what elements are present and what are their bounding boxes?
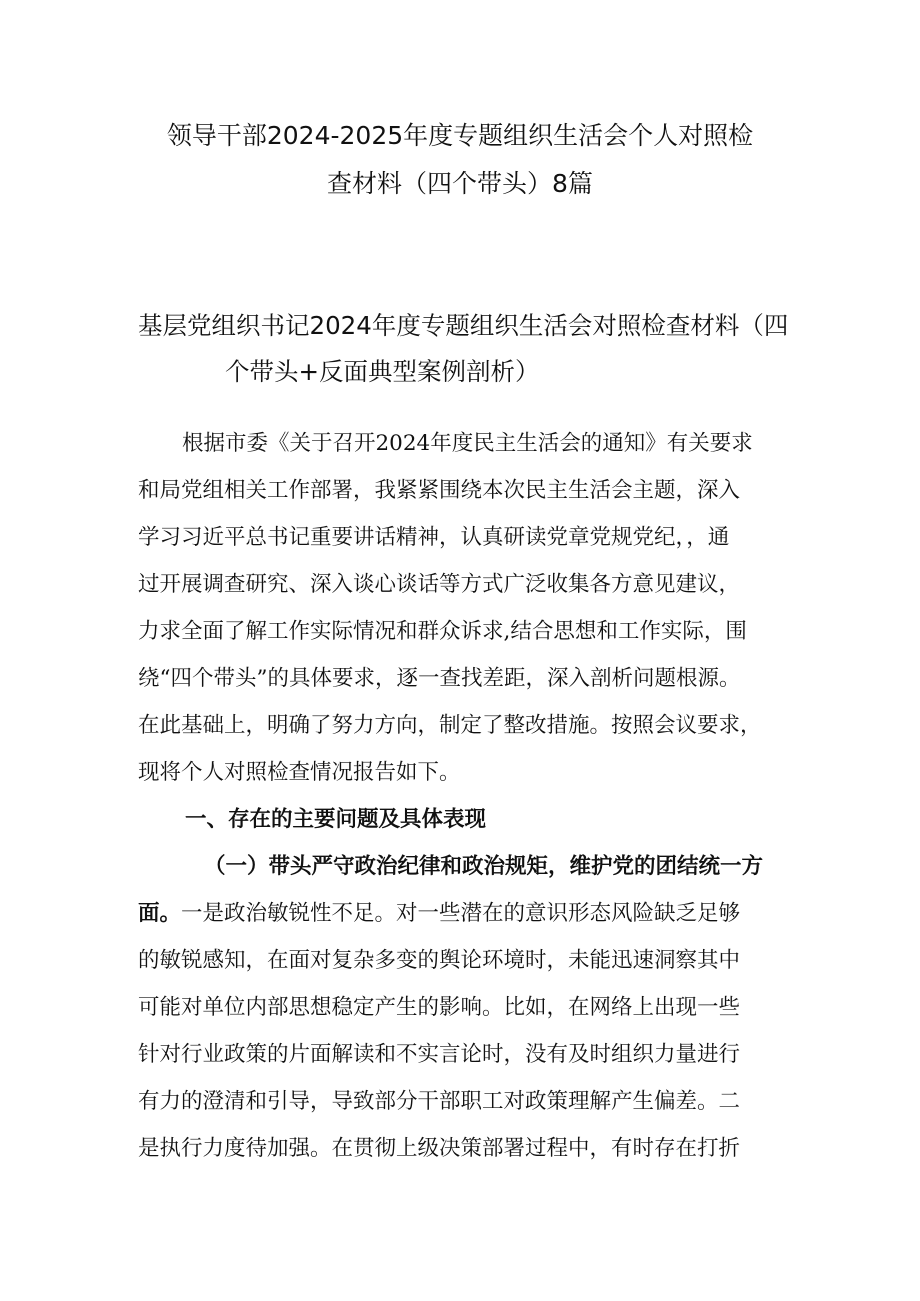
subsection-heading: （一）带头严守政治纪律和政治规矩，维护党的团结统一方 (204, 854, 764, 879)
subsection-heading-end: 面。 (138, 901, 182, 926)
intro-line: 过开展调查研究、深入谈心谈话等方式广泛收集各方意见建议， (138, 572, 741, 597)
article-title-line-2: 个带头+反面典型案例剖析） (225, 357, 540, 386)
subsection-line: 有力的澄清和引导，导致部分干部职工对政策理解产生偏差。二 (138, 1089, 741, 1114)
intro-line: 学习习近平总书记重要讲话精神，认真研读党章党规党纪，，通 (138, 525, 730, 550)
document-title-line-2: 查材料（四个带头）8篇 (327, 169, 593, 198)
article-title (138, 303, 798, 395)
document-title (0, 112, 920, 208)
subsection-line: 可能对单位内部思想稳定产生的影响。比如，在网络上出现一些 (138, 995, 741, 1020)
intro-line: 现将个人对照检查情况报告如下。 (138, 760, 461, 785)
subsection-text-start: 一是政治敏锐性不足。对一些潜在的意识形态风险缺乏足够 (181, 901, 741, 926)
subsection-line: 是执行力度待加强。在贯彻上级决策部署过程中，有时存在打折 (138, 1136, 741, 1161)
article-title-line-1: 基层党组织书记2024年度专题组织生活会对照检查材料（四 (138, 311, 789, 340)
intro-line: 在此基础上，明确了努力方向，制定了整改措施。按照会议要求， (138, 713, 762, 738)
intro-line: 和局党组相关工作部署，我紧紧围绕本次民主生活会主题，深入 (138, 478, 741, 503)
intro-line: 力求全面了解工作实际情况和群众诉求,结合思想和工作实际，围 (138, 619, 747, 644)
subsection-line: 的敏锐感知，在面对复杂多变的舆论环境时，未能迅速洞察其中 (138, 948, 741, 973)
intro-line: 根据市委《关于召开2024年度民主生活会的通知》有关要求 (182, 431, 753, 456)
article-body (138, 420, 794, 1172)
subsection-first-line (138, 890, 794, 937)
subsection-line: 针对行业政策的片面解读和不实言论时，没有及时组织力量进行 (138, 1042, 741, 1067)
document-title-line-1: 领导干部2024-2025年度专题组织生活会个人对照检 (166, 121, 754, 150)
section-heading: 一、存在的主要问题及具体表现 (185, 807, 487, 832)
intro-line: 绕“四个带头”的具体要求，逐一查找差距，深入剖析问题根源。 (138, 666, 741, 691)
